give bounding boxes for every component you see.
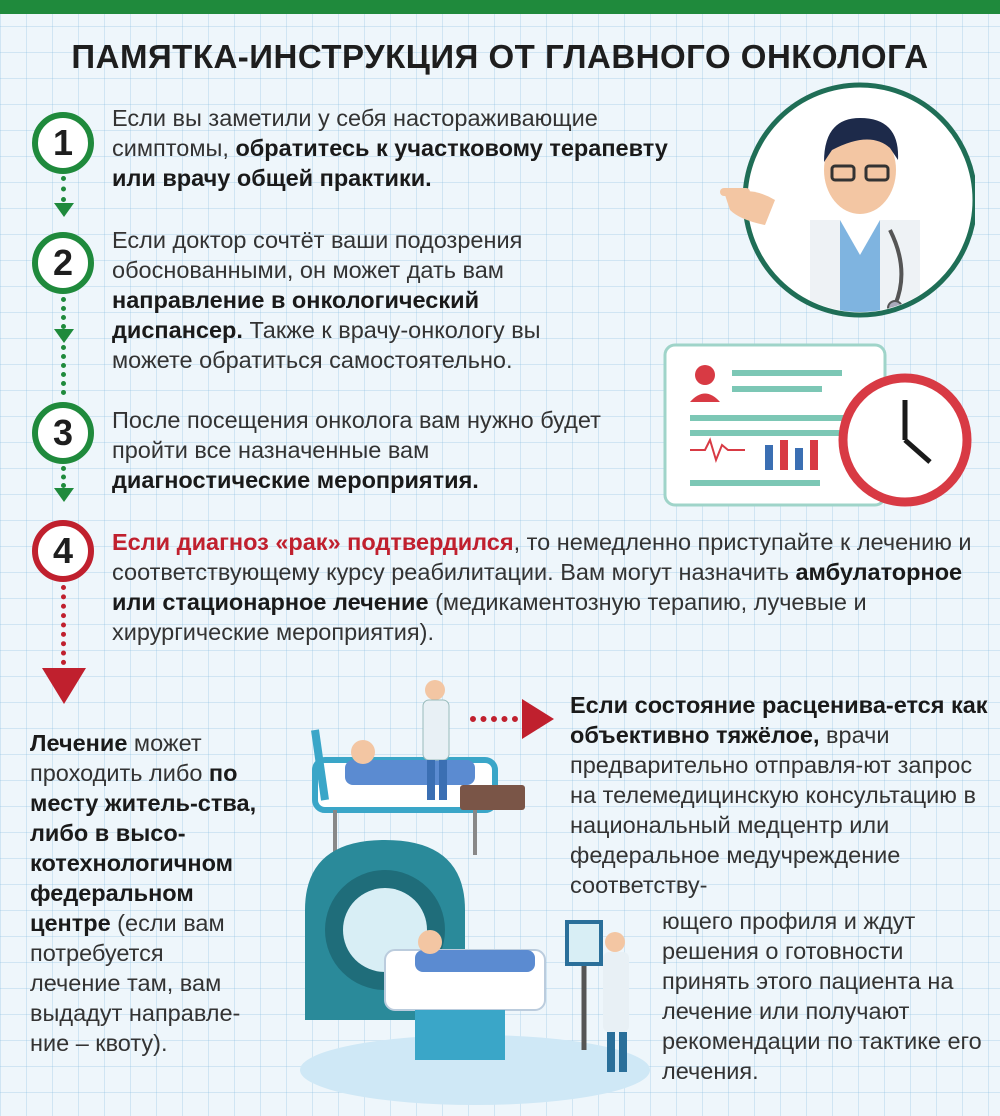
step-1-number: 1 [32,112,94,174]
arrow-down-icon [42,668,86,704]
arrow-down-icon [54,488,74,502]
step-2-text: Если доктор сочтёт ваши подозрения обоснованными, он может дать вам направление в онкологический диспансер. Также к врачу-онкологу вы можете обратиться самостоятельно. [112,227,541,373]
arrow-down-icon [54,203,74,217]
step-1-text: Если вы заметили у себя настораживающие симптомы, обратитесь к участковому терапевту или врачу общей практики. [112,105,668,191]
severe-case-text-bottom: ющего профиля и ждут решения о готовности принять этого пациента на лечение или получают рекомендации по тактике его лечения. [662,908,982,1084]
connector-dots [61,297,66,329]
connector-dots [470,716,518,722]
connector-dots [61,345,66,395]
treatment-location-text: Лечение может проходить либо по месту житель-ства, либо в высо-котехнологичном федеральном центре (если вам потребуется лечение там, вам выдадут направле-ние – квоту). [30,730,257,1056]
step-2-number: 2 [32,232,94,294]
medical-card-clock-illustration [660,340,980,515]
top-bar [0,0,1000,14]
connector-dots [61,585,66,665]
arrow-right-icon [522,699,554,739]
connector-dots [61,176,66,202]
step-3-number: 3 [32,402,94,464]
doctor-illustration [720,70,975,330]
step-4-text: Если диагноз «рак» подтвердился, то немедленно приступайте к лечению и соответствующему курсу реабилитации. Вам могут назначить амбулаторное или стационарное лечение (медикаментозную терапию, лучевые и хирургические мероприятия). [112,529,972,645]
step-3-text: После посещения онколога вам нужно будет пройти все назначенные вам диагностические мероприятия. [112,407,601,493]
page-title: ПАМЯТКА-ИНСТРУКЦИЯ ОТ ГЛАВНОГО ОНКОЛОГА [71,38,929,75]
arrow-down-icon [54,329,74,343]
step-4-number: 4 [32,520,94,582]
connector-dots [61,466,66,488]
severe-case-text-top: Если состояние расценива-ется как объективно тяжёлое, врачи предварительно отправля-ют запрос на телемедицинскую консультацию в национальный медцентр или федеральное медучреждение соответству- [570,692,988,898]
